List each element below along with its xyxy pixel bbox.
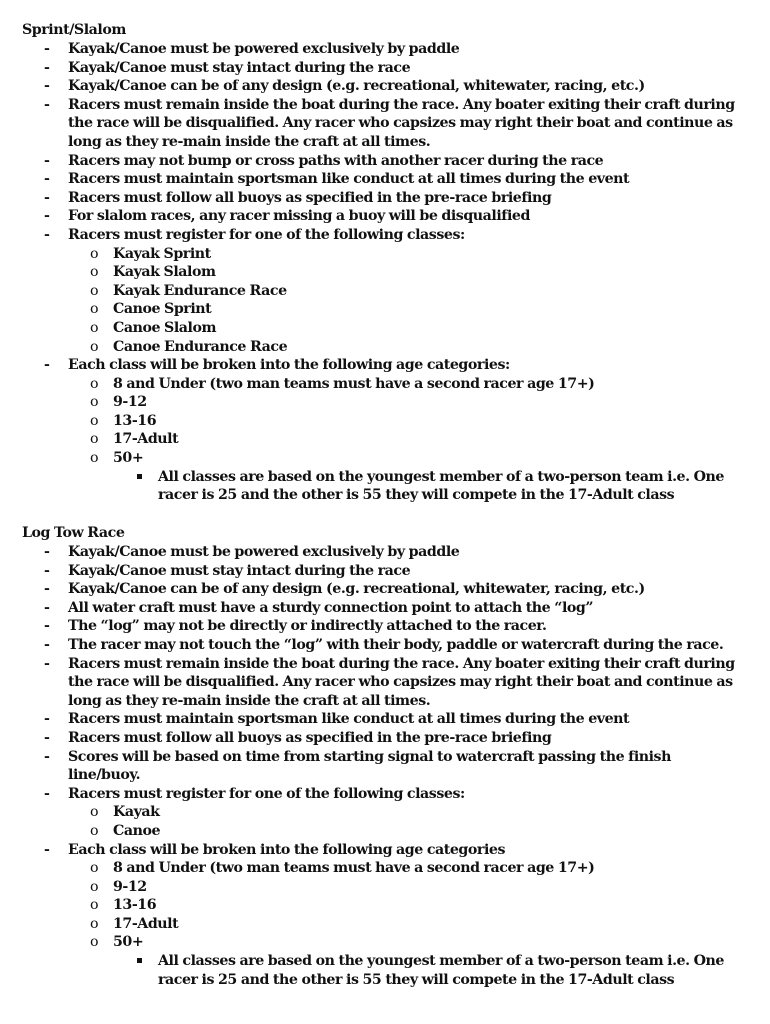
rule-item [0,599,770,618]
sub-item-text: Canoe Sprint [113,301,212,318]
rule-item [0,152,770,171]
dash-bullet: - [44,636,50,653]
sub-item-text: Kayak Sprint [113,245,211,262]
circle-bullet: o [90,878,99,895]
dash-bullet: - [44,729,50,746]
dash-bullet: - [44,841,50,858]
rule-text: Racers must register for one of the following classes: [68,785,465,802]
sub-item [68,430,740,449]
sub-item [68,933,740,989]
rule-item [0,636,770,655]
rule-item [0,729,770,748]
rule-text: Kayak/Canoe can be of any design (e.g. recreational, whitewater, racing, etc.) [68,78,645,95]
rule-text: Kayak/Canoe must stay intact during the race [68,59,411,76]
sub-item [68,245,740,264]
circle-bullet: o [90,245,99,262]
sub-item-text: Kayak Slalom [113,264,216,281]
sub-item-text: Kayak [113,804,160,821]
square-bullet-icon [137,474,142,479]
sub-item-text: Canoe [113,822,161,839]
sub-item-text: 13-16 [113,897,157,914]
sub-list [68,375,740,505]
sub-list [68,245,740,357]
rule-item [0,189,770,208]
sub-item-text: 9-12 [113,878,147,895]
rule-item [0,785,770,841]
dash-bullet: - [44,59,50,76]
sub-item [68,412,740,431]
rule-text: Scores will be based on time from starting signal to watercraft passing the finish line/buoy. [68,748,671,784]
rule-text: Racers must register for one of the following classes: [68,226,465,243]
sub-item [68,896,740,915]
sub-item [68,915,740,934]
sub-item [68,878,740,897]
circle-bullet: o [90,394,99,411]
dash-bullet: - [44,562,50,579]
rule-text: All water craft must have a sturdy connection point to attach the “log” [68,599,594,616]
dash-bullet: - [44,41,50,57]
dash-bullet: - [44,748,50,765]
circle-bullet: o [90,915,99,932]
note-text: All classes are based on the youngest member of a two-person team i.e. One racer is 25 and the other is 55 they will compete in the 17-Adult class [158,953,724,988]
sub-item-text: Canoe Slalom [113,319,217,336]
sub-item-text: Canoe Endurance Race [113,338,288,355]
sub-item [68,319,740,338]
dash-bullet: - [44,785,50,802]
dash-bullet: - [44,618,50,635]
circle-bullet: o [90,301,99,318]
circle-bullet: o [90,897,99,914]
sub-item-text: 50+ [113,934,144,951]
dash-bullet: - [44,544,50,560]
rule-text: Racers must maintain sportsman like conduct at all times during the event [68,171,630,188]
rule-text: Racers must follow all buoys as specified in the pre-race briefing [68,189,552,206]
circle-bullet: o [90,338,99,355]
circle-bullet: o [90,804,99,821]
rule-text: Racers must remain inside the boat during the race. Any boater exiting their craft during the race will be disqualified. Any racer who capsizes may right their boat and continue as long as they re-main inside the craft at all times. [68,655,735,709]
sub-item-text: 9-12 [113,394,147,411]
rule-item [0,96,770,152]
rule-item [0,543,770,562]
sub-item-text: 8 and Under (two man teams must have a second racer age 17+) [113,375,595,392]
rule-item [0,207,770,226]
rule-text: Racers must remain inside the boat during the race. Any boater exiting their craft during the race will be disqualified. Any racer who capsizes may right their boat and continue as long as they re-main inside the craft at all times. [68,96,735,150]
note-text: All classes are based on the youngest member of a two-person team i.e. One racer is 25 and the other is 55 they will compete in the 17-Adult class [158,468,724,504]
rule-text: Racers must maintain sportsman like conduct at all times during the event [68,711,630,728]
dash-bullet: - [44,599,50,616]
log-tow-race-rules-list [0,543,770,989]
rule-text: For slalom races, any racer missing a buoy will be disqualified [68,208,530,225]
rule-item [0,617,770,636]
circle-bullet: o [90,319,99,336]
rule-item [0,77,770,96]
circle-bullet: o [90,860,99,877]
rule-text: The “log” may not be directly or indirectly attached to the racer. [68,618,547,635]
circle-bullet: o [90,264,99,281]
sub-item [68,375,740,394]
rule-text: Kayak/Canoe must be powered exclusively by paddle [68,41,460,57]
sub-item-text: 50+ [113,450,144,467]
rule-item [0,356,770,505]
sub-item [68,803,740,822]
dash-bullet: - [44,78,50,95]
sub-item-text: Kayak Endurance Race [113,282,287,299]
rule-text: The racer may not touch the “log” with their body, paddle or watercraft during the race. [68,636,724,653]
sub-list [68,803,740,840]
note-list [113,468,740,505]
dash-bullet: - [44,655,50,672]
dash-bullet: - [44,357,50,374]
circle-bullet: o [90,431,99,448]
sub-item-text: 13-16 [113,412,157,429]
dash-bullet: - [44,581,50,598]
sub-item [68,393,740,412]
note-item [113,952,740,989]
rule-text: Each class will be broken into the following age categories: [68,357,510,374]
circle-bullet: o [90,450,99,467]
rule-text: Kayak/Canoe can be of any design (e.g. recreational, whitewater, racing, etc.) [68,581,645,598]
rule-item [0,748,770,785]
rule-text: Racers must follow all buoys as specified in the pre-race briefing [68,729,552,746]
dash-bullet: - [44,189,50,206]
square-bullet-icon [137,958,142,963]
note-item [113,468,740,505]
dash-bullet: - [44,152,50,169]
sub-item [68,300,740,319]
circle-bullet: o [90,934,99,951]
rule-item [0,170,770,189]
dash-bullet: - [44,226,50,243]
rule-item [0,710,770,729]
sprint-slalom-rules-list [0,40,770,505]
section-title-log-tow-race: Log Tow Race [22,525,125,541]
sub-item-text: 17-Adult [113,915,179,932]
rule-text: Each class will be broken into the following age categories [68,841,505,858]
rule-item [0,40,770,59]
rule-item [0,580,770,599]
sub-item [68,282,740,301]
rule-item [0,226,770,356]
rule-item [0,655,770,711]
rule-text: Racers may not bump or cross paths with another racer during the race [68,152,604,169]
circle-bullet: o [90,412,99,429]
dash-bullet: - [44,208,50,225]
sub-item [68,859,740,878]
rule-text: Kayak/Canoe must stay intact during the race [68,562,411,579]
note-list [113,952,740,989]
dash-bullet: - [44,711,50,728]
sub-item [68,822,740,841]
sub-list [68,859,740,989]
sub-item-text: 8 and Under (two man teams must have a second racer age 17+) [113,860,595,877]
dash-bullet: - [44,171,50,188]
sub-item [68,338,740,357]
sub-item [68,449,740,505]
circle-bullet: o [90,375,99,392]
circle-bullet: o [90,822,99,839]
section-title-sprint-slalom: Sprint/Slalom [22,22,126,38]
rule-item [0,59,770,78]
circle-bullet: o [90,282,99,299]
rule-item [0,562,770,581]
sub-item-text: 17-Adult [113,431,179,448]
rule-item [0,841,770,990]
rule-text: Kayak/Canoe must be powered exclusively by paddle [68,544,460,560]
sub-item [68,263,740,282]
dash-bullet: - [44,96,50,113]
